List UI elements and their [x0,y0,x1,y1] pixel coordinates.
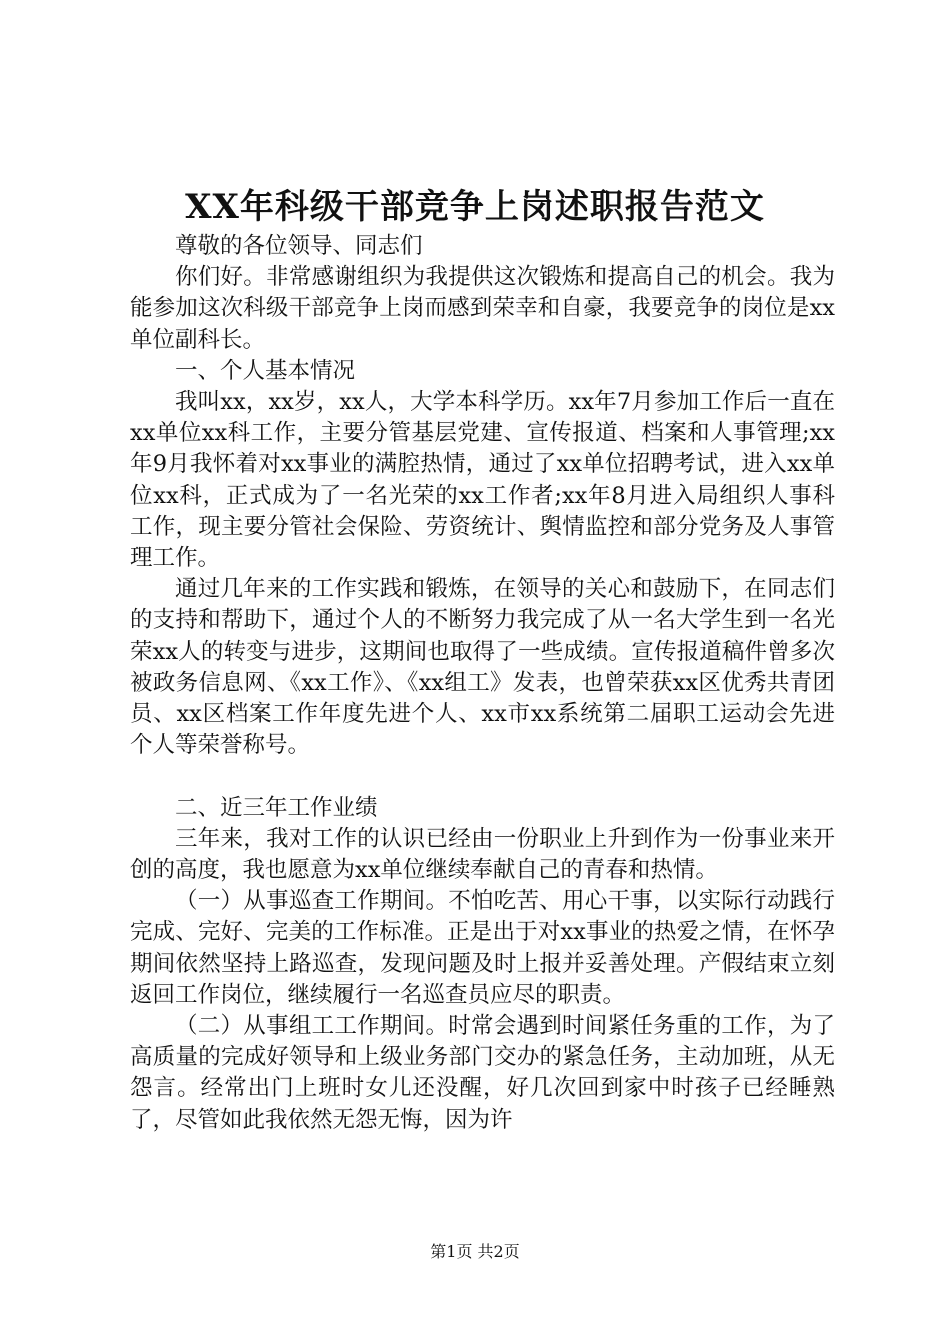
paragraph-achievements: 通过几年来的工作实践和锻炼，在领导的关心和鼓励下，在同志们的支持和帮助下，通过个人的不断努力我完成了从一名大学生到一名光荣xx人的转变与进步，这期间也取得了一些成绩。宣传报道稿件曾多次被政务信息网、《xx工作》、《xx组工》发表，也曾荣获xx区优秀共青团员、xx区档案工作年度先进个人、xx市xx系统第二届职工运动会先进个人等荣誉称号。 [130,576,835,759]
paragraph-organization-work: （二）从事组工工作期间。时常会遇到时间紧任务重的工作，为了高质量的完成好领导和上级业务部门交办的紧急任务，主动加班，从无怨言。经常出门上班时女儿还没醒，好几次回到家中时孩子已经睡熟了，尽管如此我依然无怨无悔，因为许 [130,1013,835,1133]
page-footer: 第1页 共2页 [430,1242,520,1261]
document-title: XX年科级干部竞争上岗述职报告范文 [185,187,765,227]
paragraph-three-years: 三年来，我对工作的认识已经由一份职业上升到作为一份事业来开创的高度，我也愿意为xx单位继续奉献自己的青春和热情。 [130,825,835,884]
paragraph-basic-info: 我叫xx，xx岁，xx人，大学本科学历。xx年7月参加工作后一直在xx单位xx科工作，主要分管基层党建、宣传报道、档案和人事管理;xx年9月我怀着对xx事业的满腔热情，通过了xx单位招聘考试，进入xx单位xx科，正式成为了一名光荣的xx工作者;xx年8月进入局组织人事科工作，现主要分管社会保险、劳资统计、舆情监控和部分党务及人事管理工作。 [130,389,835,572]
salutation: 尊敬的各位领导、同志们 [175,233,423,259]
section-heading-basic-info: 一、个人基本情况 [175,357,356,384]
section-heading-performance: 二、近三年工作业绩 [175,794,378,821]
blank-line [130,761,835,792]
paragraph-patrol-work: （一）从事巡查工作期间。不怕吃苦、用心干事，以实际行动践行完成、完好、完美的工作标准。正是出于对xx事业的热爱之情，在怀孕期间依然坚持上路巡查，发现问题及时上报并妥善处理。产假结束立刻返回工作岗位，继续履行一名巡查员应尽的职责。 [130,888,835,1008]
document-body [130,231,835,1136]
paragraph-greeting: 你们好。非常感谢组织为我提供这次锻炼和提高自己的机会。我为能参加这次科级干部竞争上岗而感到荣幸和自豪，我要竞争的岗位是xx单位副科长。 [130,264,835,353]
